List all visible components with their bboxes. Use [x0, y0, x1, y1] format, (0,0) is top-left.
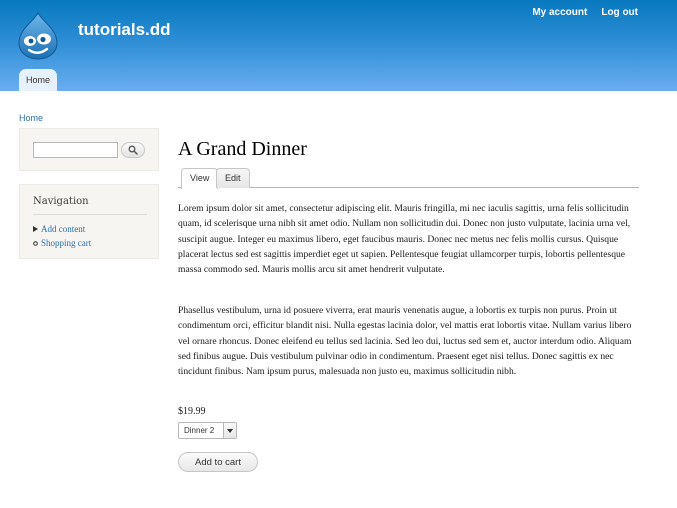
body-paragraph-2: Phasellus vestibulum, urna id posuere viverra, erat mauris venenatis augue, a lobortis ex turpis non purus. Proin ut condimentum orci, efficitur blandit nisi. Nulla egestas lacinia dolor, vel mattis erat lobortis vitae. Nullam varius libero vel ornare rhoncus. Donec eleifend eu tellus sed lacinia. Sed leo dui, luctus sed sem et, auctor interdum odio. Aliquam sed finibus augue. Duis vestibulum pulvinar odio in condimentum. Praesent eget nisi tellus. Donec sagittis ex nec tincidunt finibus. Nam ipsum purus, malesuada non justo eu, maximus sollicitudin nibh.: [178, 305, 632, 378]
circle-bullet-icon: [33, 241, 41, 246]
navigation-block-title: Navigation: [33, 196, 89, 207]
select-dropdown-arrow[interactable]: [223, 423, 236, 438]
search-block: [19, 128, 159, 171]
my-account-link[interactable]: My account: [532, 7, 588, 18]
body-paragraph-1: Lorem ipsum dolor sit amet, consectetur adipiscing elit. Mauris fringilla, mi nec iaculis sagittis, urna felis sollicitudin quam, id scelerisque urna nibh sit amet odio. Nullam non sollicitudin dui. Donec non justo vulputate, lacinia urna vel, suscipit augue. Integer eu maximus libero, eget faucibus mauris. Donec nec metus nec felis mollis cursus. Quisque placerat lectus sed est sagittis imperdiet eget ut sapien. Pellentesque feugiat ullamcorper turpis, lobortis pellentesque massa commodo sed. Mauris mollis arcu sit amet hendrerit vulputate.: [178, 203, 631, 276]
add-content-link[interactable]: Add content: [41, 224, 86, 234]
main-menu: [19, 69, 57, 91]
navigation-list: [33, 222, 91, 250]
nav-item-add-content: [33, 222, 91, 236]
product-variation-select[interactable]: [178, 422, 237, 439]
content-tabs: [178, 167, 639, 188]
site-name-link[interactable]: tutorials.dd: [78, 20, 171, 39]
navigation-block: [19, 184, 159, 259]
secondary-menu: [532, 7, 638, 18]
shopping-cart-link[interactable]: Shopping cart: [41, 238, 92, 248]
search-button[interactable]: [121, 142, 145, 158]
site-header: [0, 0, 677, 91]
select-value: Dinner 2: [184, 426, 215, 435]
navigation-divider: [33, 214, 147, 215]
product-price: $19.99: [178, 406, 206, 417]
nav-item-shopping-cart: [33, 236, 91, 250]
tab-view[interactable]: View: [181, 168, 218, 189]
add-to-cart-button[interactable]: Add to cart: [178, 452, 258, 472]
drupal-drop-icon[interactable]: [15, 11, 61, 61]
tab-edit[interactable]: Edit: [216, 168, 250, 188]
breadcrumb: [19, 106, 43, 125]
breadcrumb-home-link[interactable]: Home: [19, 113, 44, 123]
magnifier-icon: [128, 145, 138, 155]
main-menu-home-tab[interactable]: Home: [19, 69, 57, 91]
log-out-link[interactable]: Log out: [601, 7, 638, 18]
caret-down-icon: [227, 429, 233, 433]
triangle-bullet-icon: [33, 226, 41, 232]
page-title: A Grand Dinner: [178, 138, 307, 160]
search-input[interactable]: [33, 142, 118, 158]
